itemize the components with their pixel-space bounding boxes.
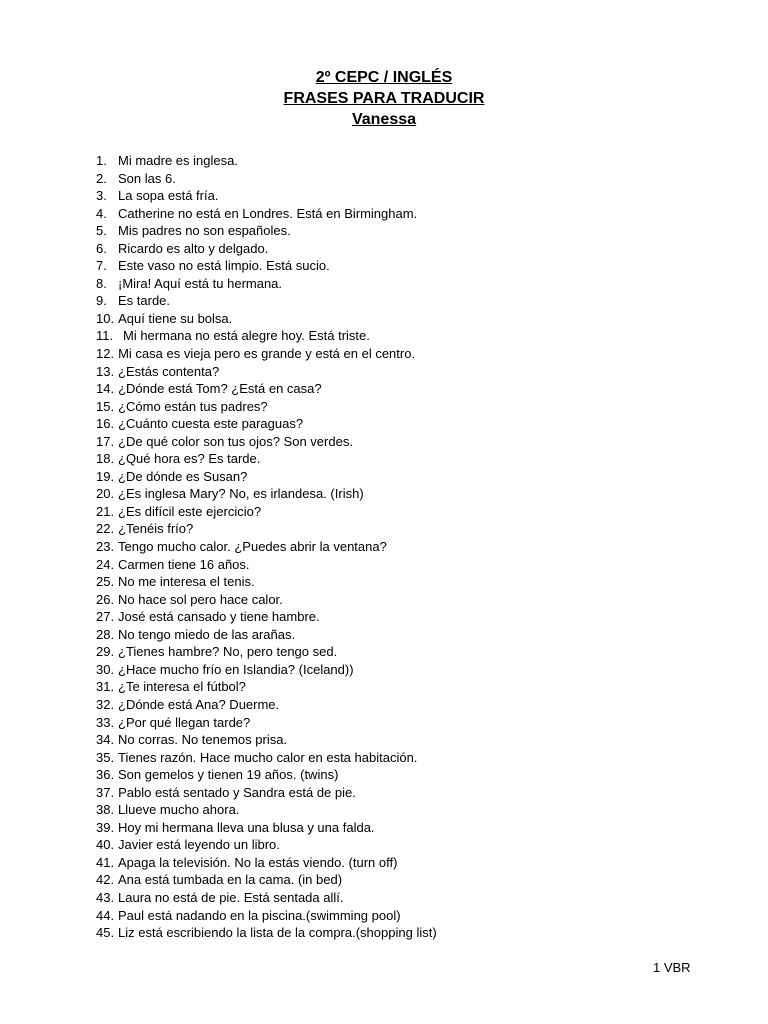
course-title: 2º CEPC / INGLÉS [315, 69, 453, 86]
item-number: 42. [96, 872, 115, 888]
item-text: ¿Qué hora es? Es tarde. [118, 451, 261, 467]
item-number: 31. [96, 679, 115, 695]
item-text: ¿De qué color son tus ojos? Son verdes. [118, 433, 353, 449]
list-item [96, 222, 736, 240]
item-text: Es tarde. [118, 293, 171, 309]
list-item [96, 520, 736, 538]
list-item [96, 398, 736, 416]
item-text: ¿Dónde está Ana? Duerme. [118, 696, 280, 712]
list-item [96, 731, 736, 749]
item-number: 1. [96, 153, 107, 168]
list-item [96, 345, 736, 363]
item-text: ¿Hace mucho frío en Islandia? (Iceland)) [118, 661, 354, 677]
list-item [96, 363, 736, 381]
item-number: 21. [96, 503, 115, 519]
list-item [96, 749, 736, 767]
item-number: 6. [96, 240, 107, 256]
list-item [96, 275, 736, 293]
list-item [96, 152, 736, 170]
item-text: Son gemelos y tienen 19 años. (twins) [118, 767, 339, 783]
item-number: 27. [96, 609, 115, 625]
item-number: 29. [96, 644, 115, 660]
list-item [96, 433, 736, 451]
item-number: 23. [96, 539, 115, 555]
item-number: 7. [96, 258, 107, 274]
item-number: 26. [96, 591, 115, 607]
list-item [96, 907, 736, 925]
list-item [96, 871, 736, 889]
item-text: No hace sol pero hace calor. [118, 591, 283, 607]
item-text: Pablo está sentado y Sandra está de pie. [118, 784, 356, 800]
item-text: ¿Tenéis frío? [118, 521, 194, 537]
list-item [96, 485, 736, 503]
list-item [96, 170, 736, 188]
list-item [96, 292, 736, 310]
list-item [96, 626, 736, 644]
item-number: 36. [96, 767, 115, 783]
item-number: 30. [96, 661, 115, 677]
item-number: 39. [96, 819, 115, 835]
item-number: 13. [96, 363, 115, 379]
item-text: ¿Es difícil este ejercicio? [118, 503, 262, 519]
item-number: 44. [96, 907, 115, 923]
item-text: Apaga la televisión. No la estás viendo. (turn off) [118, 854, 398, 870]
list-item [96, 573, 736, 591]
item-text: ¿Dónde está Tom? ¿Está en casa? [118, 381, 322, 397]
item-number: 35. [96, 749, 115, 765]
list-item [96, 766, 736, 784]
item-text: Mi madre es inglesa. [118, 153, 238, 168]
item-number: 14. [96, 381, 115, 397]
list-item [96, 819, 736, 837]
item-number: 11. [96, 328, 114, 344]
item-number: 25. [96, 574, 115, 590]
list-item [96, 836, 736, 854]
list-item [96, 889, 736, 907]
item-number: 2. [96, 170, 107, 186]
item-number: 15. [96, 398, 115, 414]
item-text: Mi hermana no está alegre hoy. Está triste. [123, 328, 370, 344]
item-number: 22. [96, 521, 115, 537]
item-text: ¿Tienes hambre? No, pero tengo sed. [118, 644, 338, 660]
item-number: 8. [96, 275, 107, 291]
item-number: 3. [96, 188, 107, 204]
list-item [96, 450, 736, 468]
item-text: ¿Por qué llegan tarde? [118, 714, 251, 730]
list-item [96, 257, 736, 275]
item-text: Este vaso no está limpio. Está sucio. [118, 258, 330, 274]
item-text: Mi casa es vieja pero es grande y está en el centro. [118, 346, 416, 362]
item-text: Son las 6. [118, 170, 176, 186]
list-item [96, 678, 736, 696]
page-footer: 1 VBR [653, 960, 691, 975]
item-number: 41. [96, 854, 115, 870]
item-text: ¿Estás contenta? [118, 363, 220, 379]
item-text: Ana está tumbada en la cama. (in bed) [118, 872, 343, 888]
list-item [96, 187, 736, 205]
document-header [0, 67, 768, 130]
item-number: 40. [96, 837, 115, 853]
item-text: ¿Te interesa el fútbol? [118, 679, 246, 695]
item-number: 37. [96, 784, 115, 800]
item-number: 43. [96, 889, 115, 905]
item-text: Tengo mucho calor. ¿Puedes abrir la ventana? [118, 539, 387, 555]
item-text: No tengo miedo de las arañas. [118, 626, 296, 642]
list-item [96, 380, 736, 398]
item-text: Carmen tiene 16 años. [118, 556, 250, 572]
list-item [96, 924, 736, 942]
list-item [96, 205, 736, 223]
item-number: 12. [96, 346, 115, 362]
item-text: ¡Mira! Aquí está tu hermana. [118, 275, 283, 291]
item-text: La sopa está fría. [118, 188, 219, 204]
item-text: No corras. No tenemos prisa. [118, 732, 288, 748]
item-text: Hoy mi hermana lleva una blusa y una falda. [118, 819, 375, 835]
item-text: José está cansado y tiene hambre. [118, 609, 320, 625]
item-text: Paul está nadando en la piscina.(swimming pool) [118, 907, 401, 923]
list-item [96, 696, 736, 714]
list-item [96, 310, 736, 328]
item-number: 17. [96, 433, 115, 449]
item-number: 19. [96, 468, 115, 484]
item-number: 5. [96, 223, 107, 239]
item-number: 45. [96, 925, 115, 941]
item-number: 20. [96, 486, 115, 502]
list-item [96, 784, 736, 802]
item-number: 34. [96, 732, 115, 748]
list-item [96, 854, 736, 872]
item-number: 16. [96, 416, 115, 432]
list-item [96, 661, 736, 679]
list-item [96, 415, 736, 433]
item-text: ¿Cómo están tus padres? [118, 398, 268, 414]
item-text: Aquí tiene su bolsa. [118, 310, 233, 326]
item-number: 24. [96, 556, 115, 572]
item-number: 10. [96, 310, 115, 326]
list-item [96, 714, 736, 732]
list-item [96, 468, 736, 486]
exercise-title: FRASES PARA TRADUCIR [283, 90, 485, 107]
list-item [96, 327, 736, 345]
list-item [96, 538, 736, 556]
item-text: Laura no está de pie. Está sentada allí. [118, 889, 344, 905]
item-text: Tienes razón. Hace mucho calor en esta habitación. [118, 749, 418, 765]
item-text: Llueve mucho ahora. [118, 802, 240, 818]
item-text: Ricardo es alto y delgado. [118, 240, 269, 256]
item-text: Mis padres no son españoles. [118, 223, 291, 239]
item-number: 28. [96, 626, 115, 642]
item-number: 9. [96, 293, 107, 309]
list-item [96, 643, 736, 661]
item-number: 4. [96, 205, 107, 221]
list-item [96, 608, 736, 626]
item-text: Liz está escribiendo la lista de la compra.(shopping list) [118, 925, 437, 941]
item-number: 32. [96, 696, 115, 712]
item-text: ¿Cuánto cuesta este paraguas? [118, 416, 304, 432]
item-text: ¿De dónde es Susan? [118, 468, 248, 484]
student-name: Vanessa [351, 111, 417, 128]
list-item [96, 591, 736, 609]
item-text: Catherine no está en Londres. Está en Birmingham. [118, 205, 418, 221]
list-item [96, 240, 736, 258]
item-text: No me interesa el tenis. [118, 574, 255, 590]
item-number: 38. [96, 802, 115, 818]
item-text: ¿Es inglesa Mary? No, es irlandesa. (Irish) [118, 486, 364, 502]
item-number: 33. [96, 714, 115, 730]
list-item [96, 556, 736, 574]
item-number: 18. [96, 451, 115, 467]
list-item [96, 801, 736, 819]
list-item [96, 503, 736, 521]
item-text: Javier está leyendo un libro. [118, 837, 280, 853]
sentence-list [96, 152, 736, 942]
